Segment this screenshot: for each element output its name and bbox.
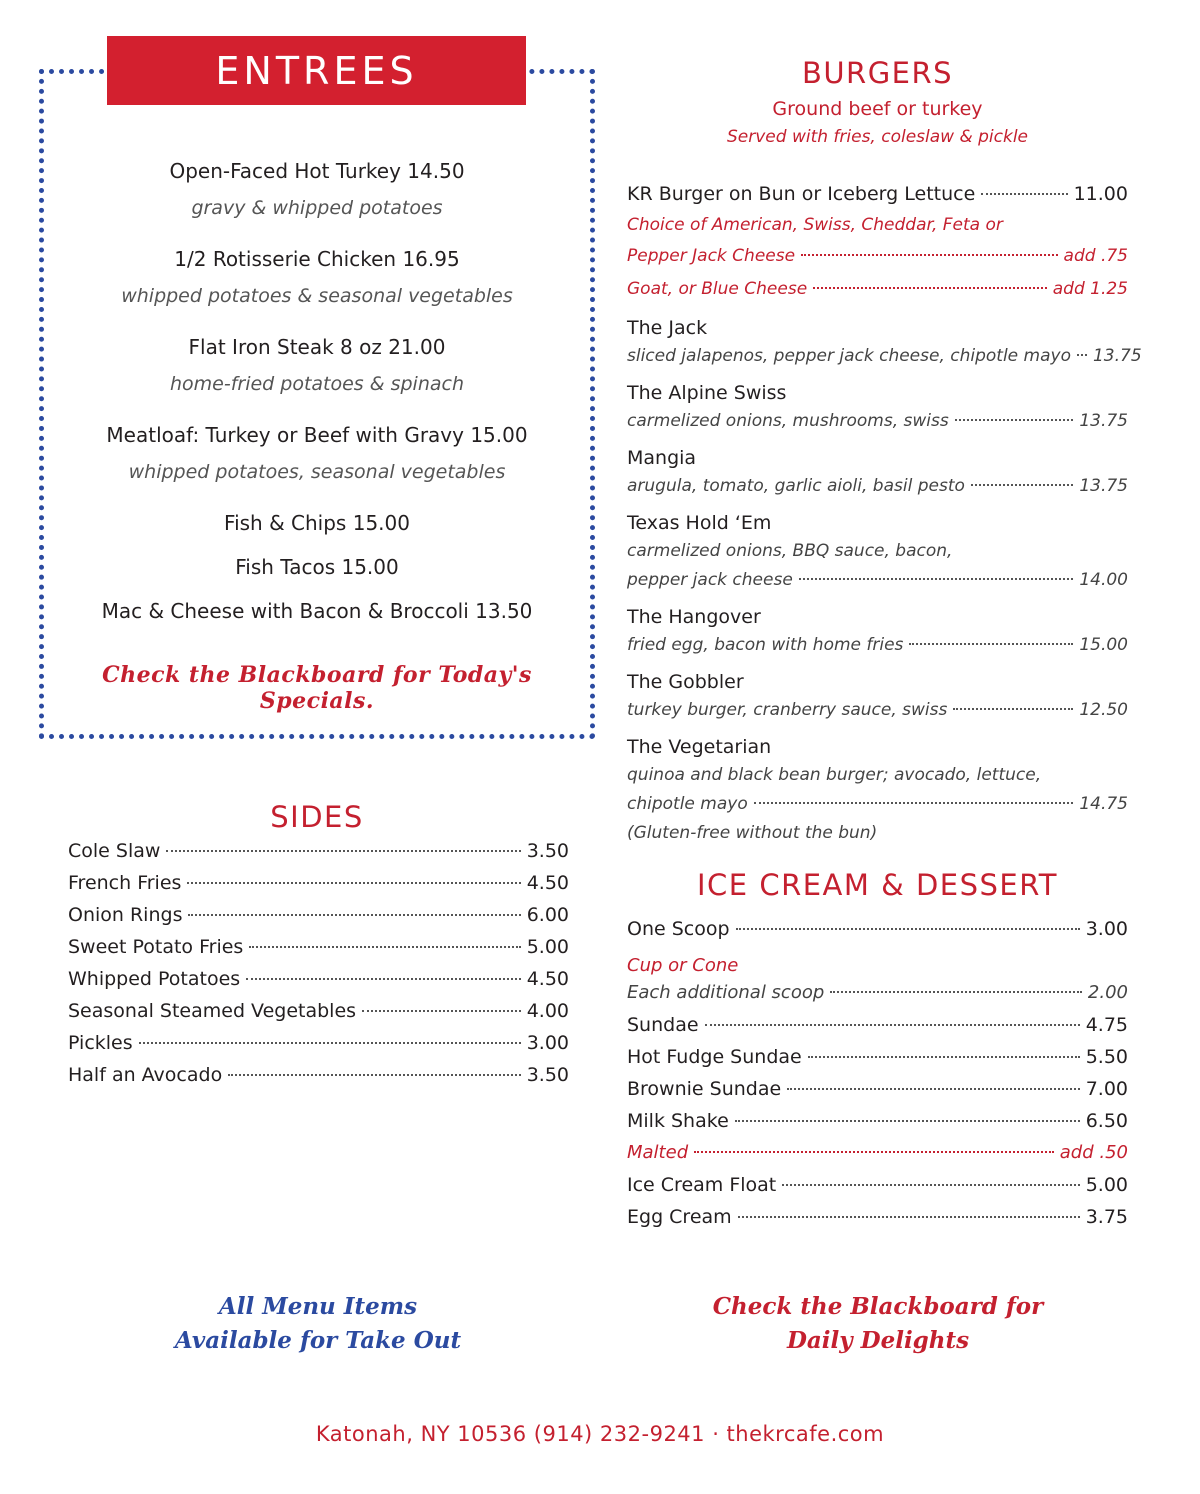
dot-leader (249, 946, 520, 948)
side-price: 3.50 (526, 1064, 569, 1086)
gluten-free-note: (Gluten-free without the bun) (627, 823, 878, 843)
side-price: 3.00 (526, 1032, 569, 1054)
dot-leader (738, 1216, 1080, 1218)
burger-desc: turkey burger, cranberry sauce, swiss (627, 700, 948, 720)
dot-leader (782, 1184, 1079, 1186)
entree-item (44, 328, 590, 402)
dessert-row (627, 1078, 1128, 1110)
cup-or-cone: Cup or Cone (627, 955, 739, 976)
entree-item (44, 416, 590, 490)
dessert-price: 4.75 (1085, 1014, 1128, 1036)
side-price: 4.00 (526, 1000, 569, 1022)
dessert-name: One Scoop (627, 918, 730, 940)
dot-leader (830, 991, 1082, 993)
burger-name: The Alpine Swiss (627, 382, 787, 404)
entree-item (44, 240, 590, 314)
burger-name: KR Burger on Bun or Iceberg Lettuce (627, 183, 976, 205)
side-price: 4.50 (526, 872, 569, 894)
burger-desc-line: carmelized onions, BBQ sauce, bacon, (627, 541, 953, 561)
burger-row (627, 407, 1128, 436)
dot-leader (139, 1042, 521, 1044)
dessert-name: Malted (627, 1142, 689, 1163)
dot-leader (187, 882, 520, 884)
burger-price: 14.75 (1079, 794, 1128, 814)
entree-desc: home-fried potatoes & spinach (169, 373, 465, 395)
addon-name: Goat, or Blue Cheese (627, 279, 808, 299)
side-price: 6.00 (526, 904, 569, 926)
entrees-list (44, 152, 590, 630)
burger-row (627, 696, 1128, 725)
dessert-name: Milk Shake (627, 1110, 729, 1132)
burger-price: 15.00 (1079, 635, 1128, 655)
dessert-price: 6.50 (1085, 1110, 1128, 1132)
entree-name: 1/2 Rotisserie Chicken 16.95 (174, 247, 460, 271)
dessert-name: Ice Cream Float (627, 1174, 777, 1196)
side-row (68, 872, 569, 904)
dessert-row (627, 1110, 1128, 1142)
side-row (68, 936, 569, 968)
dessert-name: Each additional scoop (627, 982, 825, 1003)
dessert-price: 5.00 (1085, 1174, 1128, 1196)
side-row (68, 1064, 569, 1096)
entree-name: Fish & Chips 15.00 (224, 511, 410, 535)
dessert-name: Hot Fudge Sundae (627, 1046, 802, 1068)
side-row (68, 1000, 569, 1032)
burger-price: 13.75 (1079, 476, 1128, 496)
burger-desc-line: quinoa and black bean burger; avocado, lettuce, (627, 765, 1042, 785)
takeout-line-1: All Menu Items (218, 1293, 418, 1320)
burger-name: The Vegetarian (627, 736, 772, 758)
burger-row (627, 566, 1128, 595)
dot-leader (953, 708, 1073, 710)
dessert-row (627, 1206, 1128, 1238)
dessert-price: 7.00 (1085, 1078, 1128, 1100)
dot-leader (799, 578, 1074, 580)
side-name: Whipped Potatoes (68, 968, 241, 990)
side-name: Pickles (68, 1032, 133, 1054)
side-row (68, 904, 569, 936)
dessert-price: add .50 (1059, 1142, 1128, 1163)
burgers-subtitle: Ground beef or turkey (772, 98, 983, 120)
addon-price: add 1.25 (1052, 279, 1128, 299)
burger-desc: pepper jack cheese (627, 570, 793, 590)
dessert-row (627, 1046, 1128, 1078)
dot-leader (1077, 354, 1087, 356)
dessert-name: Sundae (627, 1014, 699, 1036)
side-row (68, 840, 569, 872)
side-row (68, 968, 569, 1000)
dot-leader (188, 914, 520, 916)
side-price: 3.50 (526, 840, 569, 862)
burger-row (627, 790, 1128, 819)
burger-desc: chipotle mayo (627, 794, 748, 814)
entrees-heading: ENTREES (107, 36, 526, 105)
sides-list (68, 840, 569, 1096)
dessert-row (627, 918, 1128, 950)
dot-leader (981, 193, 1067, 195)
addon-row (627, 240, 1128, 273)
burger-name: Mangia (627, 447, 697, 469)
side-row (68, 1032, 569, 1064)
dot-leader (813, 287, 1047, 289)
entree-name: Mac & Cheese with Bacon & Broccoli 13.50 (101, 599, 533, 623)
dessert-row (627, 1174, 1128, 1206)
burger-price: 14.00 (1079, 570, 1128, 590)
dot-leader (801, 254, 1057, 256)
addon-name: Pepper Jack Cheese (627, 246, 796, 266)
entree-item (44, 504, 590, 542)
takeout-note (118, 1290, 518, 1358)
burgers-list (627, 178, 1142, 848)
dot-leader (246, 978, 521, 980)
dot-leader (166, 850, 520, 852)
side-name: Onion Rings (68, 904, 183, 926)
dessert-name: Brownie Sundae (627, 1078, 782, 1100)
dot-leader (955, 419, 1074, 421)
burger-row (627, 178, 1128, 210)
addon-row (627, 273, 1128, 306)
dot-leader (787, 1088, 1080, 1090)
daily-delights-note (678, 1290, 1078, 1358)
dot-leader (808, 1056, 1080, 1058)
burger-price: 11.00 (1073, 183, 1128, 205)
dot-leader (694, 1151, 1054, 1153)
entree-item (44, 592, 590, 630)
side-name: Sweet Potato Fries (68, 936, 244, 958)
entree-name: Open-Faced Hot Turkey 14.50 (169, 159, 465, 183)
entree-item (44, 548, 590, 586)
burger-row (627, 342, 1142, 371)
burger-name: The Jack (627, 317, 708, 339)
dessert-price: 3.00 (1085, 918, 1128, 940)
dot-leader (754, 802, 1074, 804)
dessert-heading: ICE CREAM & DESSERT (696, 868, 1059, 902)
dot-leader (705, 1024, 1080, 1026)
entree-item (44, 152, 590, 226)
entree-desc: gravy & whipped potatoes (191, 197, 443, 219)
dessert-row (627, 1142, 1128, 1174)
daily-line-1: Check the Blackboard for (712, 1293, 1044, 1320)
daily-line-2: Daily Delights (786, 1327, 970, 1354)
dessert-row (627, 982, 1128, 1014)
dessert-list (627, 918, 1128, 1238)
entree-name: Flat Iron Steak 8 oz 21.00 (188, 335, 446, 359)
burger-price: 13.75 (1092, 346, 1142, 366)
burger-desc: fried egg, bacon with home fries (627, 635, 904, 655)
dot-leader (735, 1120, 1080, 1122)
dot-leader (736, 928, 1080, 930)
sides-heading: SIDES (270, 800, 364, 834)
side-name: French Fries (68, 872, 182, 894)
burger-row (627, 631, 1128, 660)
cheese-choice-line: Choice of American, Swiss, Cheddar, Feta or (627, 215, 1003, 235)
dessert-price: 2.00 (1087, 982, 1128, 1003)
burger-row (627, 472, 1128, 501)
entree-name: Meatloaf: Turkey or Beef with Gravy 15.00 (106, 423, 528, 447)
burger-price: 12.50 (1079, 700, 1128, 720)
burger-name: The Gobbler (627, 671, 744, 693)
addon-price: add .75 (1063, 246, 1128, 266)
dot-leader (909, 643, 1073, 645)
dessert-price: 3.75 (1085, 1206, 1128, 1228)
dessert-row (627, 1014, 1128, 1046)
entree-desc: whipped potatoes, seasonal vegetables (128, 461, 506, 483)
burger-desc: arugula, tomato, garlic aioli, basil pesto (627, 476, 965, 496)
side-name: Half an Avocado (68, 1064, 223, 1086)
dot-leader (362, 1010, 521, 1012)
burger-name: The Hangover (627, 606, 761, 628)
specials-note: Check the Blackboard for Today's Specials. (102, 662, 532, 714)
entree-name: Fish Tacos 15.00 (235, 555, 399, 579)
burgers-heading: BURGERS (801, 56, 954, 90)
footer-contact: Katonah, NY 10536 (914) 232-9241 · thekrcafe.com (315, 1422, 885, 1446)
dot-leader (228, 1074, 520, 1076)
entree-desc: whipped potatoes & seasonal vegetables (121, 285, 513, 307)
dessert-price: 5.50 (1085, 1046, 1128, 1068)
dot-leader (971, 484, 1073, 486)
side-name: Cole Slaw (68, 840, 161, 862)
side-name: Seasonal Steamed Vegetables (68, 1000, 357, 1022)
burgers-served-with: Served with fries, coleslaw & pickle (726, 127, 1029, 147)
dessert-name: Egg Cream (627, 1206, 732, 1228)
burger-name: Texas Hold ‘Em (627, 512, 772, 534)
burger-price: 13.75 (1079, 411, 1128, 431)
burger-desc: sliced jalapenos, pepper jack cheese, chipotle mayo (627, 346, 1071, 366)
side-price: 5.00 (526, 936, 569, 958)
burger-desc: carmelized onions, mushrooms, swiss (627, 411, 949, 431)
side-price: 4.50 (526, 968, 569, 990)
takeout-line-2: Available for Take Out (174, 1327, 462, 1354)
